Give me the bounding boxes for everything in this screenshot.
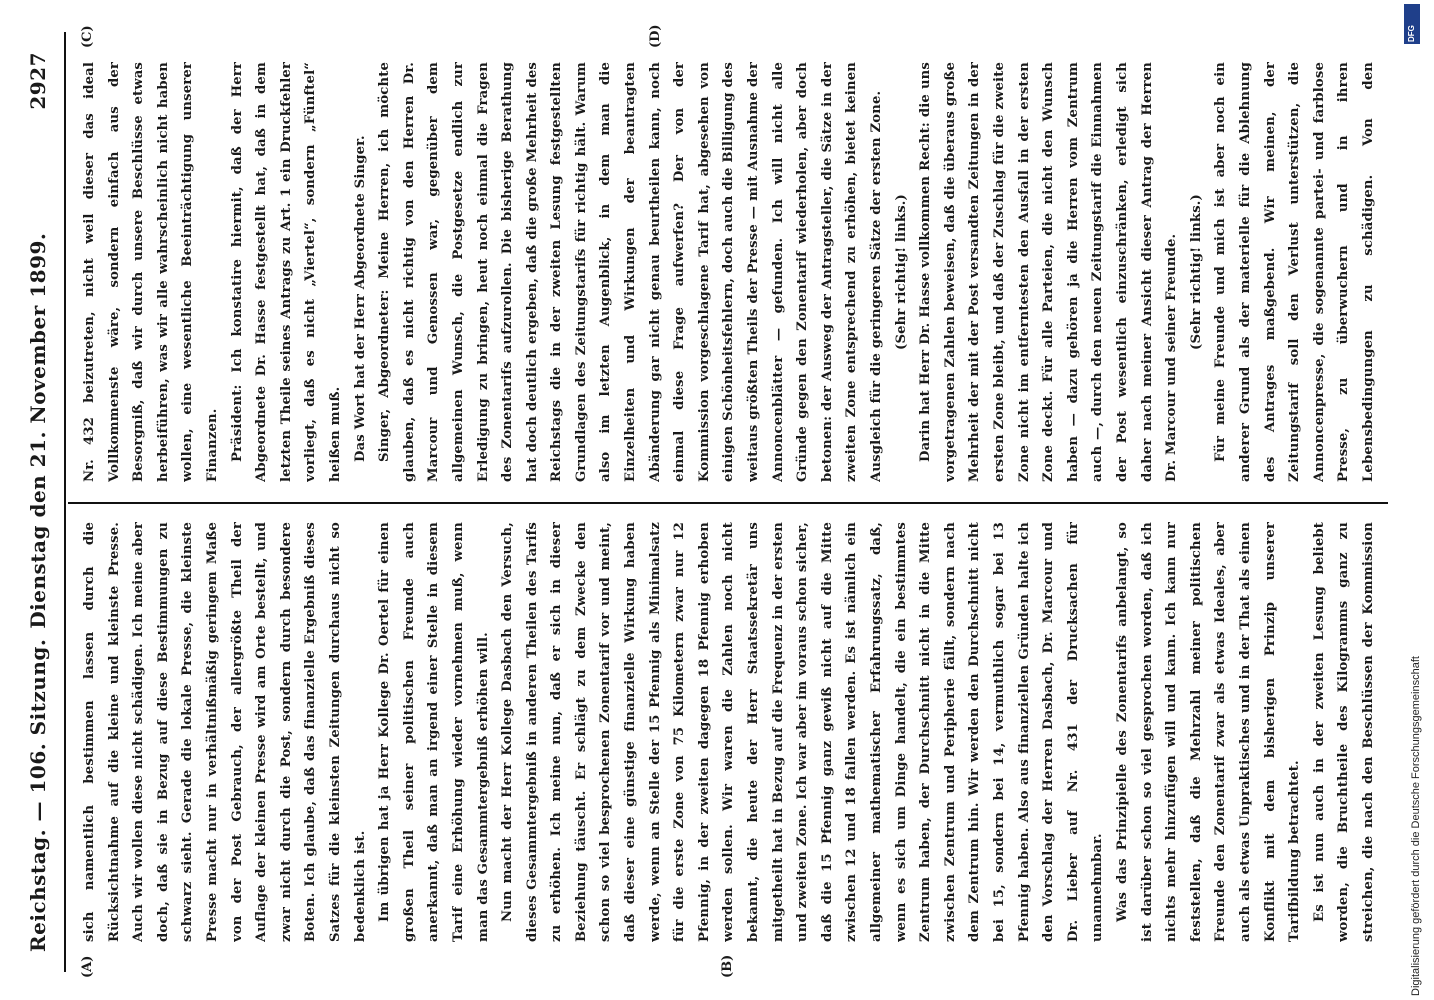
- paragraph: Nun macht der Herr Kollege Dasbach den Versuch, dieses Gesammtergebniß in anderen Theilen des Tarifs zu erhöhen. Ich meine nun, daß er sich in dieser Beziehung täuscht. Er schlägt zu dem Zwecke den schon so viel besprochenen Zonentarif vor und meint, daß dieser eine günstige finanzielle Wirkung haben werde, wenn an Stelle der 15 Pfennig als Minimalsatz für die erste Zone von 75 Kilometern zwar nur 12 Pfennig, in der zweiten dagegen 18 Pfennig erhoben werden sollen. Wir waren die Zahlen noch nicht bekannt, die heute der Herr Staatssekretär uns mitgetheilt hat in Bezug auf die Frequenz in der ersten und zweiten Zone. Ich war aber im voraus schon sicher, daß die 15 Pfennig ganz gewiß nicht auf die Mitte zwischen 12 und 18 fallen werden. Es ist nämlich ein allgemeiner mathematischer Erfahrungssatz, daß, wenn es sich um Dinge handelt, die ein bestimmtes Zentrum haben, der Durchschnitt nicht in die Mitte zwischen Zentrum und Peripherie fällt, sondern nach dem Zentrum hin. Wir werden den Durchschnitt nicht bei 15, sondern bei 14, vermuthlich sogar bei 13 Pfennig haben. Also aus finanziellen Gründen halte ich den Vorschlag der Herren Dasbach, Dr. Marcour und Dr. Lieber auf Nr. 431 der Drucksachen für unannehmbar.: [500, 522, 1106, 942]
- header-date: Dienstag den 21. November 1899.: [26, 232, 50, 629]
- paragraph: Für meine Freunde und mich ist aber noch ein anderer Grund als der materielle für die Ablehnung des Antrages maßgebend. Wir meinen, der Zeitungstarif soll den Verlust unterstützen, die Annoncenpresse, die sogenannte partei- und farblose Presse, zu überwuchern und in ihren Lebensbedingungen zu schädigen. Von den: [1213, 62, 1376, 482]
- paragraph: Es ist nun auch in der zweiten Lesung beliebt worden, die Bruchtheile des Kilogramms ganz zu streichen, die nach den Beschlüssen der Kommission: [1311, 522, 1376, 942]
- paragraph: Präsident: Ich konstatire hiermit, daß der Herr Abgeordnete Dr. Hasse festgestellt hat, daß in dem letzten Theile seines Antrags zu Art. 1 ein Druckfehler vorliegt, daß es nicht „Viertel“, sondern „Fünftel“ heißen muß.: [229, 62, 343, 482]
- newspaper-page: [8, 12, 1408, 992]
- header-rule: [64, 32, 66, 972]
- paragraph: Im übrigen hat ja Herr Kollege Dr. Oertel für einen großen Theil seiner politischen Freunde auch anerkannt, daß man an irgend einer Stelle in diesem Tarif eine Erhöhung wieder vornehmen muß, wenn man das Gesammtergebniß erhöhen will.: [377, 522, 491, 942]
- paragraph: Was das Prinzipielle des Zonentarifs anbelangt, so ist darüber schon so viel gesprochen worden, daß ich nichts mehr hinzufügen will und kann. Ich kann nur feststellen, daß die Mehrzahl meiner politischen Freunde den Zonentarif zwar als etwas Ideales, aber auch als etwas Unpraktisches und in der That als einen Konflikt mit dem bisherigen Prinzip unserer Tarifbildung betrachtet.: [1114, 522, 1303, 942]
- margin-marker-a: (A): [80, 955, 95, 978]
- paragraph: Darin hat Herr Dr. Hasse vollkommen Recht: die uns vorgetragenen Zahlen beweisen, daß die überaus große Mehrheit der mit der Post versandten Zeitungen in der ersten Zone bleibt, und daß der Zuschlag für die zweite Zone nicht im entferntesten den Ausfall in der ersten Zone deckt. Für alle Parteien, die nicht den Wunsch haben — dazu gehören ja die Herren vom Zentrum auch —, durch den neuen Zeitungstarif die Einnahmen der Post wesentlich einzuschränken, erledigt sich daher nach meiner Ansicht dieser Antrag der Herren Dr. Marcour und seiner Freunde.: [918, 62, 1180, 482]
- margin-marker-b: (B): [720, 954, 735, 978]
- right-column: [78, 62, 1378, 482]
- paragraph: sich namentlich bestimmen lassen durch die Rücksichtnahme auf die kleine und kleinste Presse. Auch wir wollen diese nicht schädigen. Ich meine aber doch, daß sie in Bezug auf diese Bestimmungen zu schwarz sieht. Gerade die lokale Presse, die kleinste Presse macht nur in verhältnißmäßig geringem Maße von der Post Gebrauch, der allergrößte Theil der Auflage der kleinen Presse wird am Orte bestellt, und zwar nicht durch die Post, sondern durch besondere Boten. Ich glaube, daß das finanzielle Ergebniß dieses Satzes für die kleinsten Zeitungen durchaus nicht so bedenklich ist.: [82, 522, 368, 942]
- page-number: 2927: [26, 52, 50, 110]
- column-divider: [68, 502, 1388, 504]
- page-header: [20, 52, 56, 952]
- paragraph: Das Wort hat der Herr Abgeordnete Singer.: [352, 135, 368, 462]
- paragraph: Nr. 432 beizutreten, nicht weil dieser das ideal Vollkommenste wäre, sondern einfach aus der Besorgniß, daß wir durch unsere Beschlüsse etwas herbeiführen, was wir alle wahrscheinlich nicht haben wollen, eine wesentliche Beeinträchtigung unserer Finanzen.: [82, 62, 220, 482]
- digitization-note: Digitalisierung gefördert durch die Deutsche Forschungsgemeinschaft: [1410, 656, 1422, 996]
- dfg-logo: DFG: [1404, 4, 1420, 44]
- left-column: [78, 522, 1378, 942]
- digitization-sidebar: [1408, 0, 1428, 1000]
- interjection: (Sehr richtig! links.): [893, 194, 909, 350]
- header-left: Reichstag. — 106. Sitzung.: [26, 638, 50, 952]
- margin-marker-d: (D): [648, 24, 663, 48]
- interjection: (Sehr richtig! links.): [1188, 194, 1204, 350]
- paragraph: Singer, Abgeordneter: Meine Herren, ich möchte glauben, daß es nicht richtig von den Herren Dr. Marcour und Genossen war, gegenüber dem allgemeinen Wunsch, die Postgesetze endlich zur Erledigung zu bringen, heut noch einmal die Fragen des Zonentarifs aufzurollen. Die bisherige Berathung hat doch deutlich ergeben, daß die große Mehrheit des Reichstags die in der zweiten Lesung festgestellten Grundlagen des Zeitungstarifs für richtig hält. Warum also im letzten Augenblick, in dem man die Einzelheiten und Wirkungen der beantragten Abänderung gar nicht genau beurtheilen kann, noch einmal diese Frage aufwerfen? Der von der Kommission vorgeschlagene Tarif hat, abgesehen von einigen Schönheitsfehlern, doch auch die Billigung des weitaus größten Theils der Presse — mit Ausnahme der Annoncenblätter — gefunden. Ich will nicht alle Gründe gegen den Zonentarif wiederholen, aber doch betonen: der Ausweg der Antragsteller, die Sätze in der zweiten Zone entsprechend zu erhöhen, bietet keinen Ausgleich für die geringeren Sätze der ersten Zone.: [377, 62, 884, 482]
- margin-marker-c: (C): [80, 25, 95, 48]
